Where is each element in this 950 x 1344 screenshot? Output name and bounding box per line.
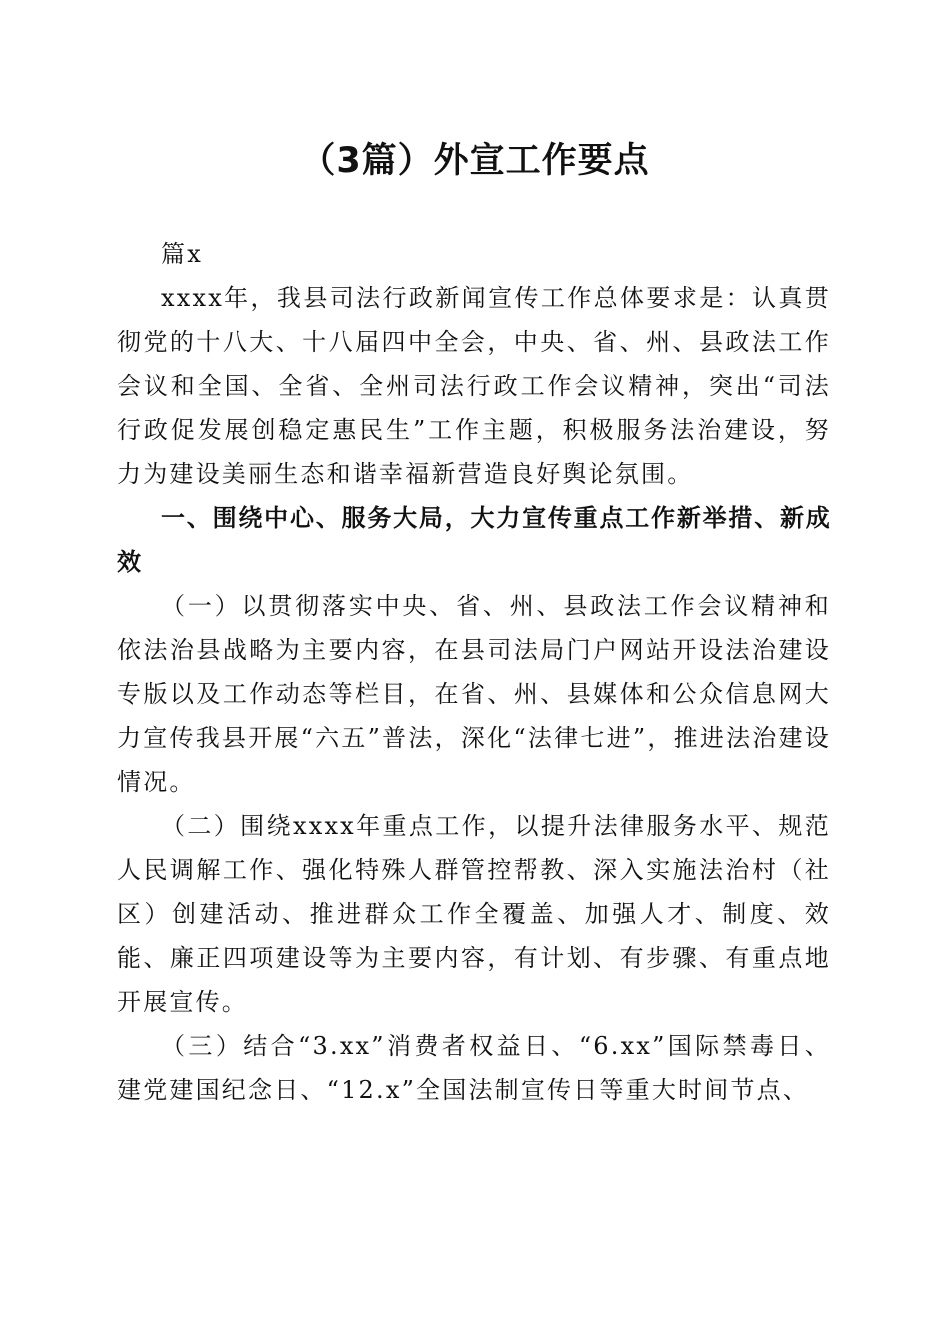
document-title: （3篇）外宣工作要点 bbox=[300, 141, 650, 181]
item-paragraph-3: （三）结合“3.xx”消费者权益日、“6.xx”国际禁毒日、建党建国纪念日、“12.x”全国法制宣传日等重大时间节点、 bbox=[117, 1032, 831, 1104]
article-label: 篇x bbox=[161, 240, 203, 268]
item-paragraph-2: （二）围绕xxxx年重点工作，以提升法律服务水平、规范人民调解工作、强化特殊人群管控帮教、深入实施法治村（社区）创建活动、推进群众工作全覆盖、加强人才、制度、效能、廉正四项建设等为主要内容，有计划、有步骤、有重点地开展宣传。 bbox=[117, 812, 831, 1016]
intro-paragraph: xxxx年，我县司法行政新闻宣传工作总体要求是：认真贯彻党的十八大、十八届四中全会，中央、省、州、县政法工作会议和全国、全省、全州司法行政工作会议精神，突出“司法行政促发展创稳定惠民生”工作主题，积极服务法治建设，努力为建设美丽生态和谐幸福新营造良好舆论氛围。 bbox=[117, 284, 831, 488]
item-paragraph-1: （一）以贯彻落实中央、省、州、县政法工作会议精神和依法治县战略为主要内容，在县司法局门户网站开设法治建设专版以及工作动态等栏目，在省、州、县媒体和公众信息网大力宣传我县开展“六五”普法，深化“法律七进”，推进法治建设情况。 bbox=[117, 592, 831, 796]
section-heading: 一、围绕中心、服务大局，大力宣传重点工作新举措、新成效 bbox=[117, 504, 831, 576]
document-body bbox=[117, 232, 831, 1112]
